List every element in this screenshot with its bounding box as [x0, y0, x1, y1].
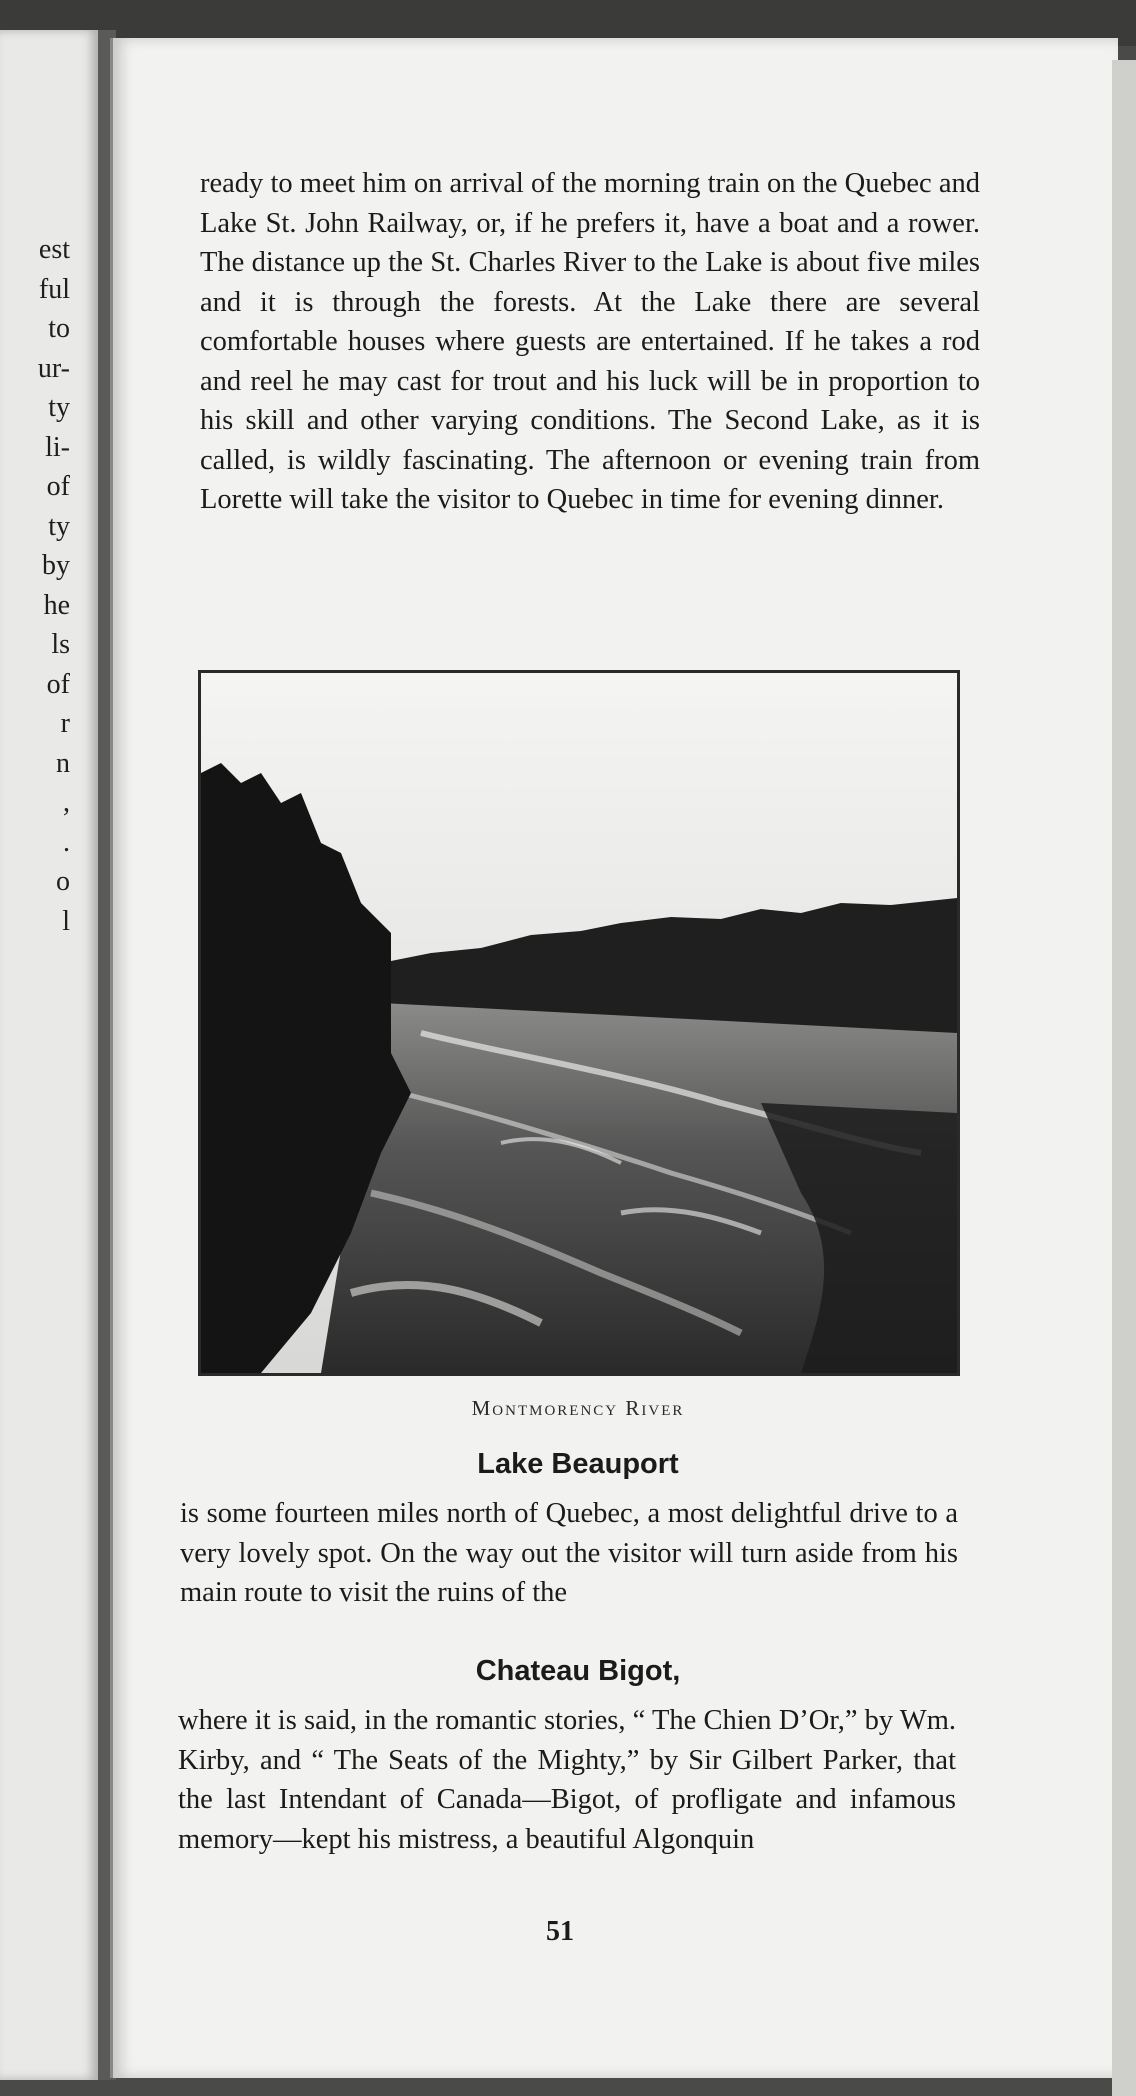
montmorency-river-photograph [198, 670, 960, 1376]
photo-caption: Montmorency River [471, 1396, 685, 1420]
facing-page-fragment: ls [51, 629, 70, 660]
page-right-edge [1112, 60, 1136, 2096]
facing-page-fragment: ful [38, 273, 70, 305]
facing-page-fragment: est [38, 234, 70, 265]
facing-page-fragment: ur- [37, 352, 70, 384]
body-paragraph-3: where it is said, in the romantic stories, “ The Chien D’Or,” by Wm. Kirby, and “ The Seats of the Mighty,” by Sir Gilbert Parker, that the last Intendant of Canada—Bigot, of profligate and infamous memory—kept his mistress, a beautiful Algonquin [178, 1705, 956, 1855]
facing-page-fragment: of [46, 668, 70, 700]
facing-page-fragment: by [42, 550, 70, 581]
facing-page-fragment: to [48, 313, 70, 344]
facing-page-fragment: . [63, 826, 70, 858]
facing-page-fragment: ty [48, 510, 70, 542]
facing-page-fragment: of [46, 471, 70, 502]
facing-page-edge [0, 30, 98, 2080]
section-heading-lake-beauport: Lake Beauport [477, 1448, 679, 1480]
facing-page-fragment: li- [45, 431, 70, 463]
river-photo-illustration [201, 673, 957, 1373]
facing-page-text-fragments [0, 230, 70, 941]
facing-page-fragment: n [56, 747, 70, 779]
section-heading-chateau-bigot: Chateau Bigot, [475, 1655, 681, 1687]
body-paragraph-2: is some fourteen miles north of Quebec, a most delightful drive to a very lovely spot. On the way out the visitor will turn aside from his main route to visit the ruins of the [180, 1498, 958, 1608]
facing-page-fragment: , [63, 787, 70, 818]
facing-page-fragment: he [43, 589, 70, 621]
facing-page-fragment: r [60, 708, 70, 739]
page-number: 51 [546, 1916, 574, 1947]
facing-page-fragment: ty [48, 392, 70, 423]
facing-page-fragment: o [56, 866, 70, 897]
facing-page-fragment: l [62, 905, 70, 937]
body-paragraph-1: ready to meet him on arrival of the morning train on the Quebec and Lake St. John Railway, or, if he prefers it, have a boat and a rower. The distance up the St. Charles River to the Lake is about five miles and it is through the forests. At the Lake there are several comfortable houses where guests are entertained. If he takes a rod and reel he may cast for trout and his luck will be in proportion to his skill and other varying conditions. The Second Lake, as it is called, is wildly fascinating. The afternoon or evening train from Lorette will take the visitor to Quebec in time for evening dinner. [200, 168, 980, 515]
